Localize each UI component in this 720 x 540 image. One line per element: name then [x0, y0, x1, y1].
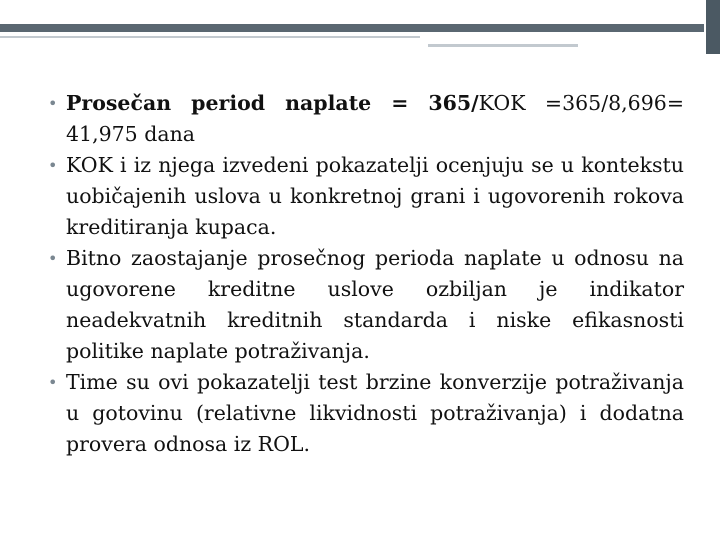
bullet-item — [44, 150, 684, 243]
bullet-bold-text: Prosečan period naplate = 365/ — [66, 91, 479, 115]
bullet-item — [44, 367, 684, 460]
slide-body — [44, 88, 684, 460]
header-corner-block — [706, 0, 720, 54]
bullet-item — [44, 243, 684, 367]
bullet-marker: • — [48, 373, 58, 392]
bullet-text: Bitno zaostajanje prosečnog perioda naplate u odnosu na ugovorene kreditne uslove ozbiljan je indikator neadekvatnih kreditnih standarda i niske efikasnosti politike naplate potraživanja. — [66, 246, 684, 363]
bullet-list — [44, 88, 684, 460]
bullet-text: Time su ovi pokazatelji test brzine konverzije potraživanja u gotovinu (relativne likvidnosti potraživanja) i dodatna provera odnosa iz ROL. — [66, 370, 684, 456]
header-rule-left — [0, 36, 420, 38]
bullet-text: KOK =365/8,696= 41,975 dana — [66, 91, 684, 146]
header-rule-right — [428, 44, 578, 47]
bullet-item — [44, 88, 684, 150]
bullet-marker: • — [48, 249, 58, 268]
slide-header-bar — [0, 24, 720, 32]
slide-top-margin — [0, 0, 720, 24]
bullet-marker: • — [48, 156, 58, 175]
bullet-marker: • — [48, 94, 58, 113]
bullet-text: KOK i iz njega izvedeni pokazatelji ocenjuju se u kontekstu uobičajenih uslova u konkretnoj grani i ugovorenih rokova kreditiranja kupaca. — [66, 153, 684, 239]
